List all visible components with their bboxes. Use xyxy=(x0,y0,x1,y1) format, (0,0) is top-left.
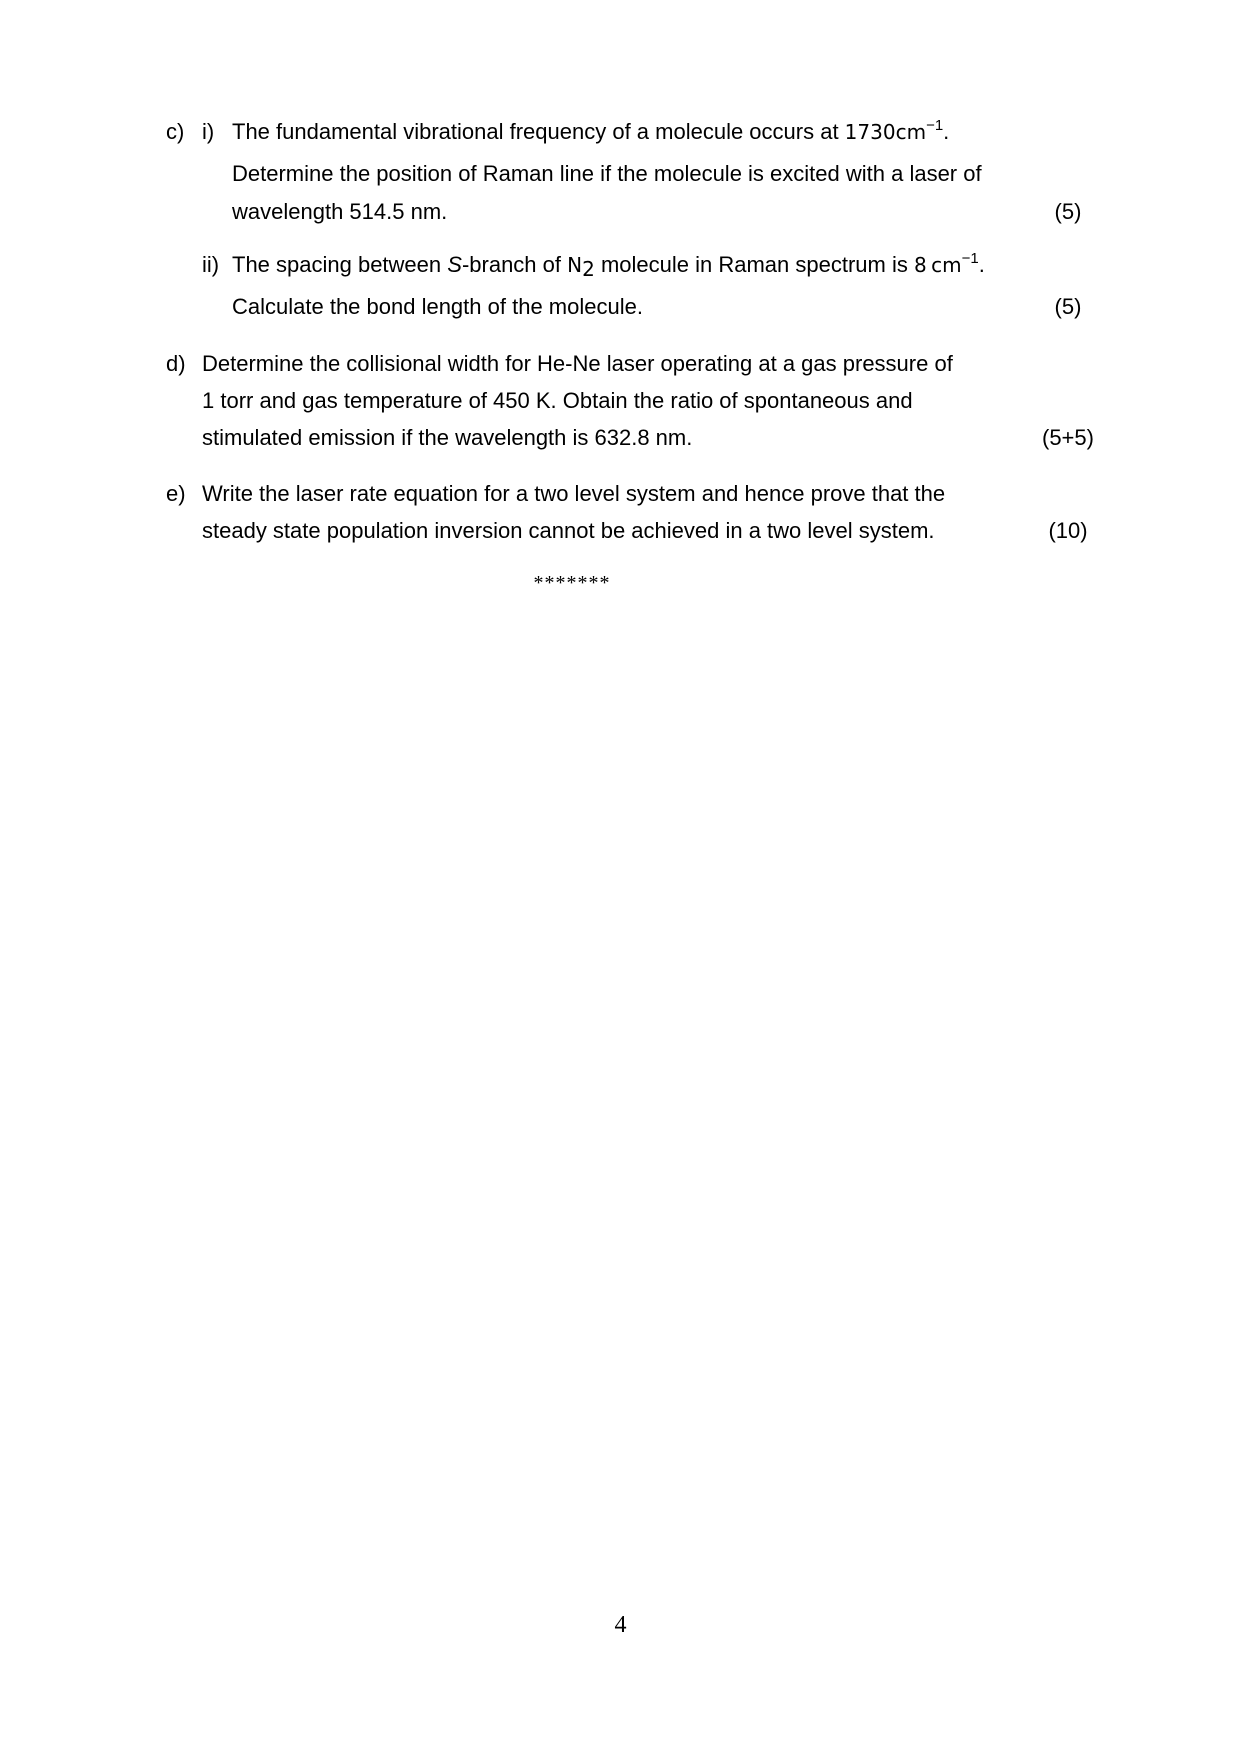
question-c-i-value: 1730 xyxy=(844,120,896,144)
question-c-ii-s-symbol: S xyxy=(447,252,462,277)
question-e-line2: steady state population inversion cannot be achieved in a two level system. xyxy=(202,518,935,543)
question-c-i-line3: wavelength 514.5 nm. xyxy=(232,199,448,224)
question-c-i-exponent: −1 xyxy=(926,117,944,134)
question-e-label: e) xyxy=(166,481,186,506)
question-c-i-line1 xyxy=(232,119,949,145)
question-c-i-marks: (5) xyxy=(1054,199,1082,224)
end-of-questions-marker: ******* xyxy=(533,572,611,594)
page-number: 4 xyxy=(614,1612,627,1638)
question-c-ii-label: ii) xyxy=(202,252,220,277)
question-c-ii-marks: (5) xyxy=(1054,294,1082,319)
question-c-i-unit: cm xyxy=(895,120,927,144)
question-c-ii-exponent: −1 xyxy=(961,250,979,267)
question-c-ii-line1 xyxy=(232,250,985,281)
question-c-ii-line2: Calculate the bond length of the molecule. xyxy=(232,294,643,319)
question-d-marks: (5+5) xyxy=(1042,425,1094,450)
question-c-ii-molecule-subscript: 2 xyxy=(582,257,595,281)
question-c-ii-value: 8 xyxy=(913,253,927,277)
question-d-label: d) xyxy=(166,351,186,376)
question-c-i-end: . xyxy=(943,119,950,144)
question-d-line2: 1 torr and gas temperature of 450 K. Obtain the ratio of spontaneous and xyxy=(202,388,913,413)
question-c-i-label: i) xyxy=(202,119,215,144)
question-c-ii-text-c: molecule in Raman spectrum is xyxy=(594,252,914,277)
question-d-line3: stimulated emission if the wavelength is 632.8 nm. xyxy=(202,425,693,450)
question-c-label: c) xyxy=(166,119,185,144)
question-c-i-line2: Determine the position of Raman line if the molecule is excited with a laser of xyxy=(232,161,982,186)
question-c-ii-text-b: -branch of xyxy=(461,252,568,277)
question-d-line1: Determine the collisional width for He-Ne laser operating at a gas pressure of xyxy=(202,351,953,376)
question-c-i-text: The fundamental vibrational frequency of a molecule occurs at xyxy=(232,119,845,144)
question-c-ii-end: . xyxy=(978,252,985,277)
question-c-ii-molecule: N xyxy=(567,253,583,277)
question-e-marks: (10) xyxy=(1048,518,1088,543)
question-c-ii-unit: cm xyxy=(931,253,962,277)
question-e-line1: Write the laser rate equation for a two level system and hence prove that the xyxy=(202,481,946,506)
question-c-ii-text-a: The spacing between xyxy=(232,252,448,277)
